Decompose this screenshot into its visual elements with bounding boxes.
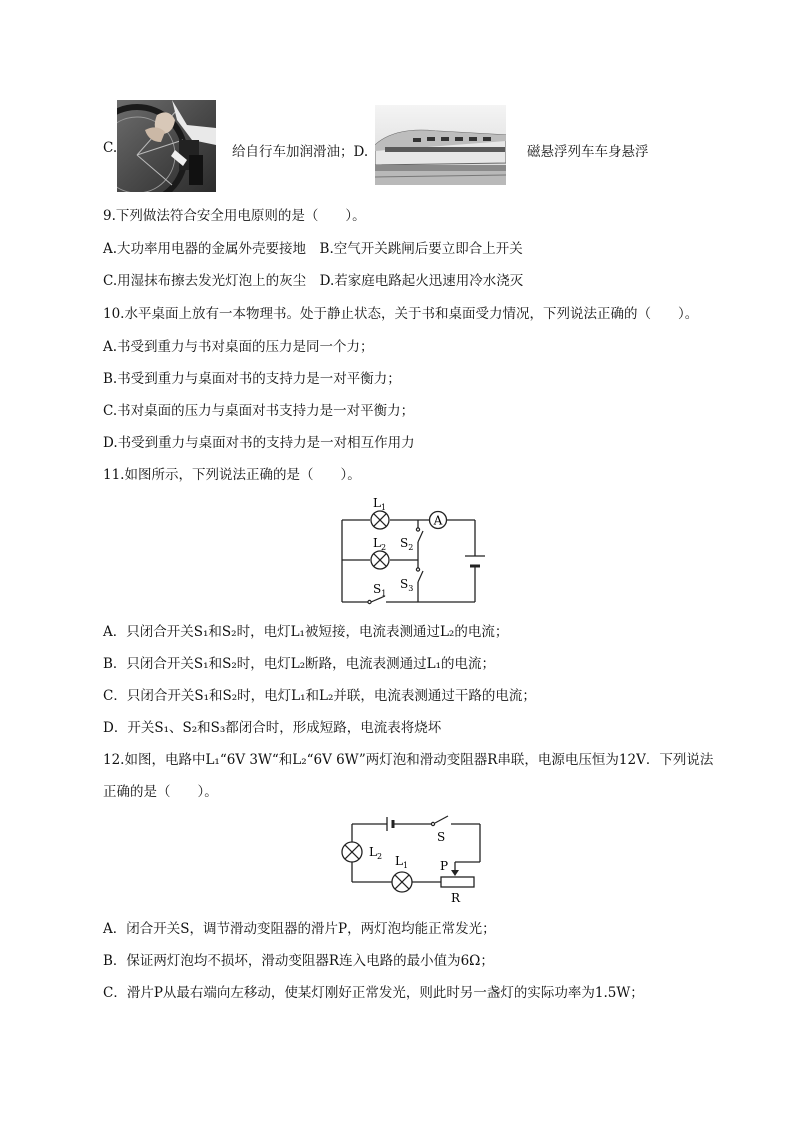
q11-switch-s3-icon	[416, 568, 423, 582]
q12-switch-s-icon	[431, 816, 448, 826]
q11-stem: 11.如图所示，下列说法正确的是（ ）。	[103, 467, 361, 483]
q12-label-l2: $L_2$	[369, 845, 383, 861]
q12-label-s: S	[437, 830, 446, 844]
option-d-text: 磁悬浮列车车身悬浮	[527, 144, 649, 160]
bicycle-lubrication-photo	[117, 100, 216, 192]
q11-label-s2: $S_2$	[400, 536, 414, 552]
q12-label-r: R	[451, 891, 461, 905]
q12-stem-line1: 12.如图，电路中L₁“6V 3W“和L₂“6V 6W”两灯泡和滑动变阻器R串联，电源电压恒为12V．下列说法	[103, 752, 714, 768]
q12-option-b: B．保证两灯泡均不损坏，滑动变阻器R连入电路的最小值为6Ω；	[103, 953, 494, 969]
maglev-train-photo	[375, 105, 506, 185]
q11-label-s1: $S_1$	[373, 582, 387, 598]
q10-stem: 10.水平桌面上放有一本物理书。处于静止状态，关于书和桌面受力情况，下列说法正确的（ ）。	[103, 306, 699, 322]
q11-option-d: D．开关S₁、S₂和S₃都闭合时，形成短路，电流表将烧坏	[103, 720, 442, 736]
q11-circuit-diagram	[330, 490, 500, 610]
q10-option-c: C.书对桌面的压力与桌面对书支持力是一对平衡力；	[103, 403, 415, 419]
q12-option-a: A．闭合开关S，调节滑动变阻器的滑片P，两灯泡均能正常发光；	[103, 921, 496, 937]
q11-option-a: A．只闭合开关S₁和S₂时，电灯L₁被短接，电流表测通过L₂的电流；	[103, 624, 509, 640]
option-c-text: 给自行车加润滑油；D.	[232, 144, 369, 160]
q12-option-c: C．滑片P从最右端向左移动，使某灯刚好正常发光，则此时另一盏灯的实际功率为1.5W；	[103, 985, 644, 1001]
q11-switch-s2-icon	[416, 528, 423, 542]
q11-lamp-l1-icon	[371, 511, 389, 529]
q10-option-d: D.书受到重力与桌面对书的支持力是一对相互作用力	[103, 435, 415, 451]
q11-ammeter-label: A	[433, 513, 443, 528]
q11-label-s3: $S_3$	[400, 577, 414, 593]
q11-lamp-l2-icon	[371, 551, 389, 569]
q10-option-b: B.书受到重力与桌面对书的支持力是一对平衡力；	[103, 371, 401, 387]
q9-options-cd: C.用湿抹布擦去发光灯泡上的灰尘 D.若家庭电路起火迅速用冷水浇灭	[103, 273, 524, 289]
q12-label-l1: $L_1$	[395, 854, 409, 870]
q12-circuit-diagram	[335, 812, 495, 907]
q9-options-ab: A.大功率用电器的金属外壳要接地 B.空气开关跳闸后要立即合上开关	[103, 241, 523, 257]
q10-option-a: A.书受到重力与书对桌面的压力是同一个力；	[103, 339, 374, 355]
q11-option-b: B．只闭合开关S₁和S₂时，电灯L₂断路，电流表测通过L₁的电流；	[103, 656, 495, 672]
q11-label-l1: $L_1$	[373, 496, 387, 512]
q12-lamp-l2-icon	[342, 842, 362, 862]
q12-lamp-l1-icon	[392, 872, 412, 892]
q11-label-l2: $L_2$	[373, 536, 387, 552]
q12-stem-line2: 正确的是（ ）。	[103, 784, 218, 800]
q9-stem: 9.下列做法符合安全用电原则的是（ ）。	[103, 208, 366, 224]
option-c-label: C.	[103, 140, 118, 156]
q11-option-c: C．只闭合开关S₁和S₂时，电灯L₁和L₂并联，电流表测通过干路的电流；	[103, 688, 536, 704]
q12-label-p: P	[440, 859, 449, 873]
